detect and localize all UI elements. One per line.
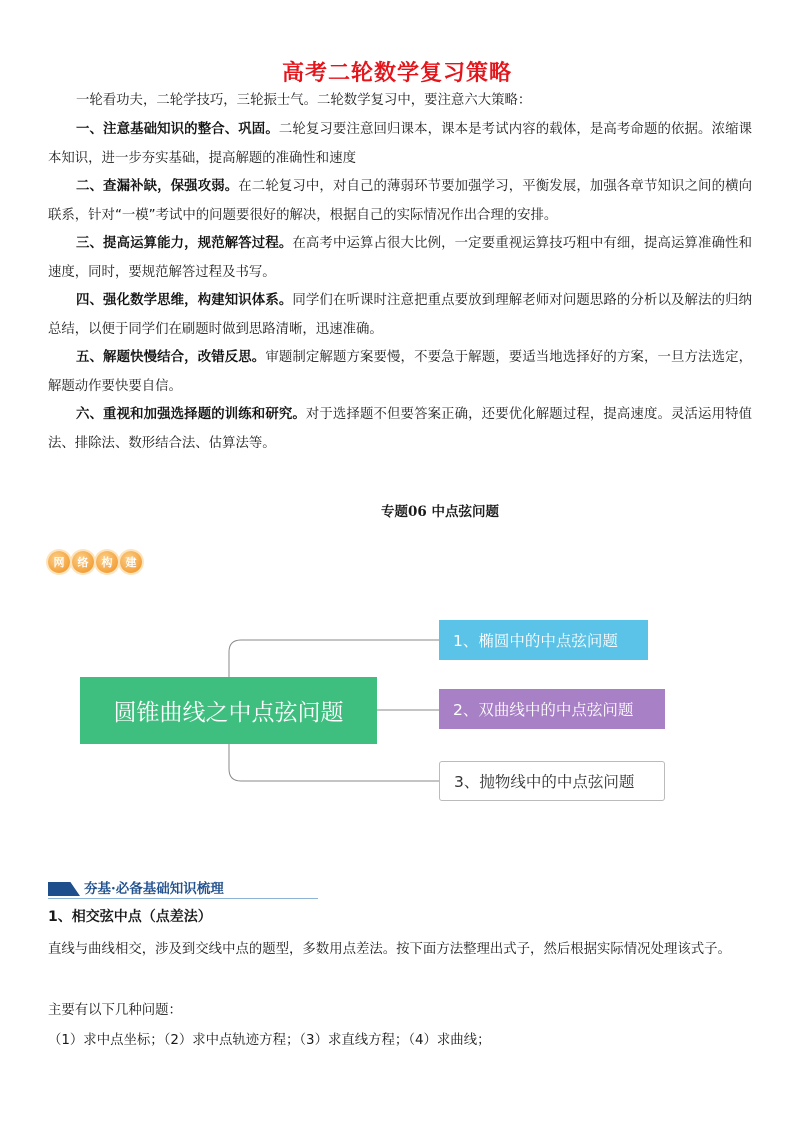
mindmap-node-ellipse: 1、椭圆中的中点弦问题 — [439, 620, 648, 660]
document-title: 高考二轮数学复习策略 — [281, 61, 512, 86]
body-paragraph-3: （1）求中点坐标；（2）求中点轨迹方程；（3）求直线方程；（4）求曲线； — [48, 1033, 491, 1048]
intro-paragraph: 一轮看功夫，二轮学技巧，三轮振士气。二轮数学复习中，要注意六大策略： — [76, 93, 532, 108]
strategy-2-text: 在二轮复习中，对自己的薄弱环节要加强学习，平衡发展，加强各章节知识之间的横向联系，针对“一模”考试中的问题要很好的解决，根据自己的实际情况作出合理的安排。 — [48, 179, 753, 223]
body-paragraph-2: 主要有以下几种问题： — [48, 1003, 182, 1018]
body-paragraph-1: 直线与曲线相交，涉及到交线中点的题型，多数用点差法。按下面方法整理出式子，然后根据实际情况处理该式子。 — [48, 942, 731, 957]
section-wedge-icon — [48, 882, 80, 896]
strategy-6-lead: 六、重视和加强选择题的训练和研究。 — [76, 407, 306, 422]
subheading-midpoint: 1、相交弦中点（点差法） — [48, 909, 212, 925]
topic-title: 专题06 中点弦问题 — [381, 504, 499, 520]
strategy-1-lead: 一、注意基础知识的整合、巩固。 — [76, 122, 279, 137]
badge-char: 络 — [72, 551, 94, 573]
strategy-4-lead: 四、强化数学思维，构建知识体系。 — [76, 293, 293, 308]
strategy-3-lead: 三、提高运算能力，规范解答过程。 — [76, 236, 293, 251]
strategy-4-text: 同学们在听课时注意把重点要放到理解老师对问题思路的分析以及解法的归纳总结，以便于同学们在刷题时做到思路清晰，迅速准确。 — [48, 293, 753, 337]
connector-bottom — [229, 744, 439, 781]
section-header — [48, 876, 318, 899]
strategy-5-lead: 五、解题快慢结合，改错反思。 — [76, 350, 266, 365]
badge-char: 网 — [48, 551, 70, 573]
mindmap-root: 圆锥曲线之中点弦问题 — [80, 677, 377, 744]
mindmap-node-hyperbola: 2、双曲线中的中点弦问题 — [439, 689, 665, 729]
badge-char: 构 — [96, 551, 118, 573]
connector-top — [229, 640, 439, 677]
strategy-2-lead: 二、查漏补缺，保强攻弱。 — [76, 179, 239, 194]
badge-char: 建 — [120, 551, 142, 573]
strategy-1-text: 二轮复习要注意回归课本，课本是考试内容的载体，是高考命题的依据。浓缩课本知识，进一步夯实基础，提高解题的准确性和速度 — [48, 122, 753, 166]
mindmap-node-parabola: 3、抛物线中的中点弦问题 — [439, 761, 665, 801]
strategy-5-text: 审题制定解题方案要慢，不要急于解题，要适当地选择好的方案，一旦方法选定，解题动作要快要自信。 — [48, 350, 753, 394]
strategy-6-text: 对于选择题不但要答案正确，还要优化解题过程，提高速度。灵活运用特值法、排除法、数形结合法、估算法等。 — [48, 407, 753, 451]
section-label: 夯基·必备基础知识梳理 — [84, 881, 224, 897]
strategy-3-text: 在高考中运算占很大比例，一定要重视运算技巧粗中有细，提高运算准确性和速度，同时，要规范解答过程及书写。 — [48, 236, 753, 280]
